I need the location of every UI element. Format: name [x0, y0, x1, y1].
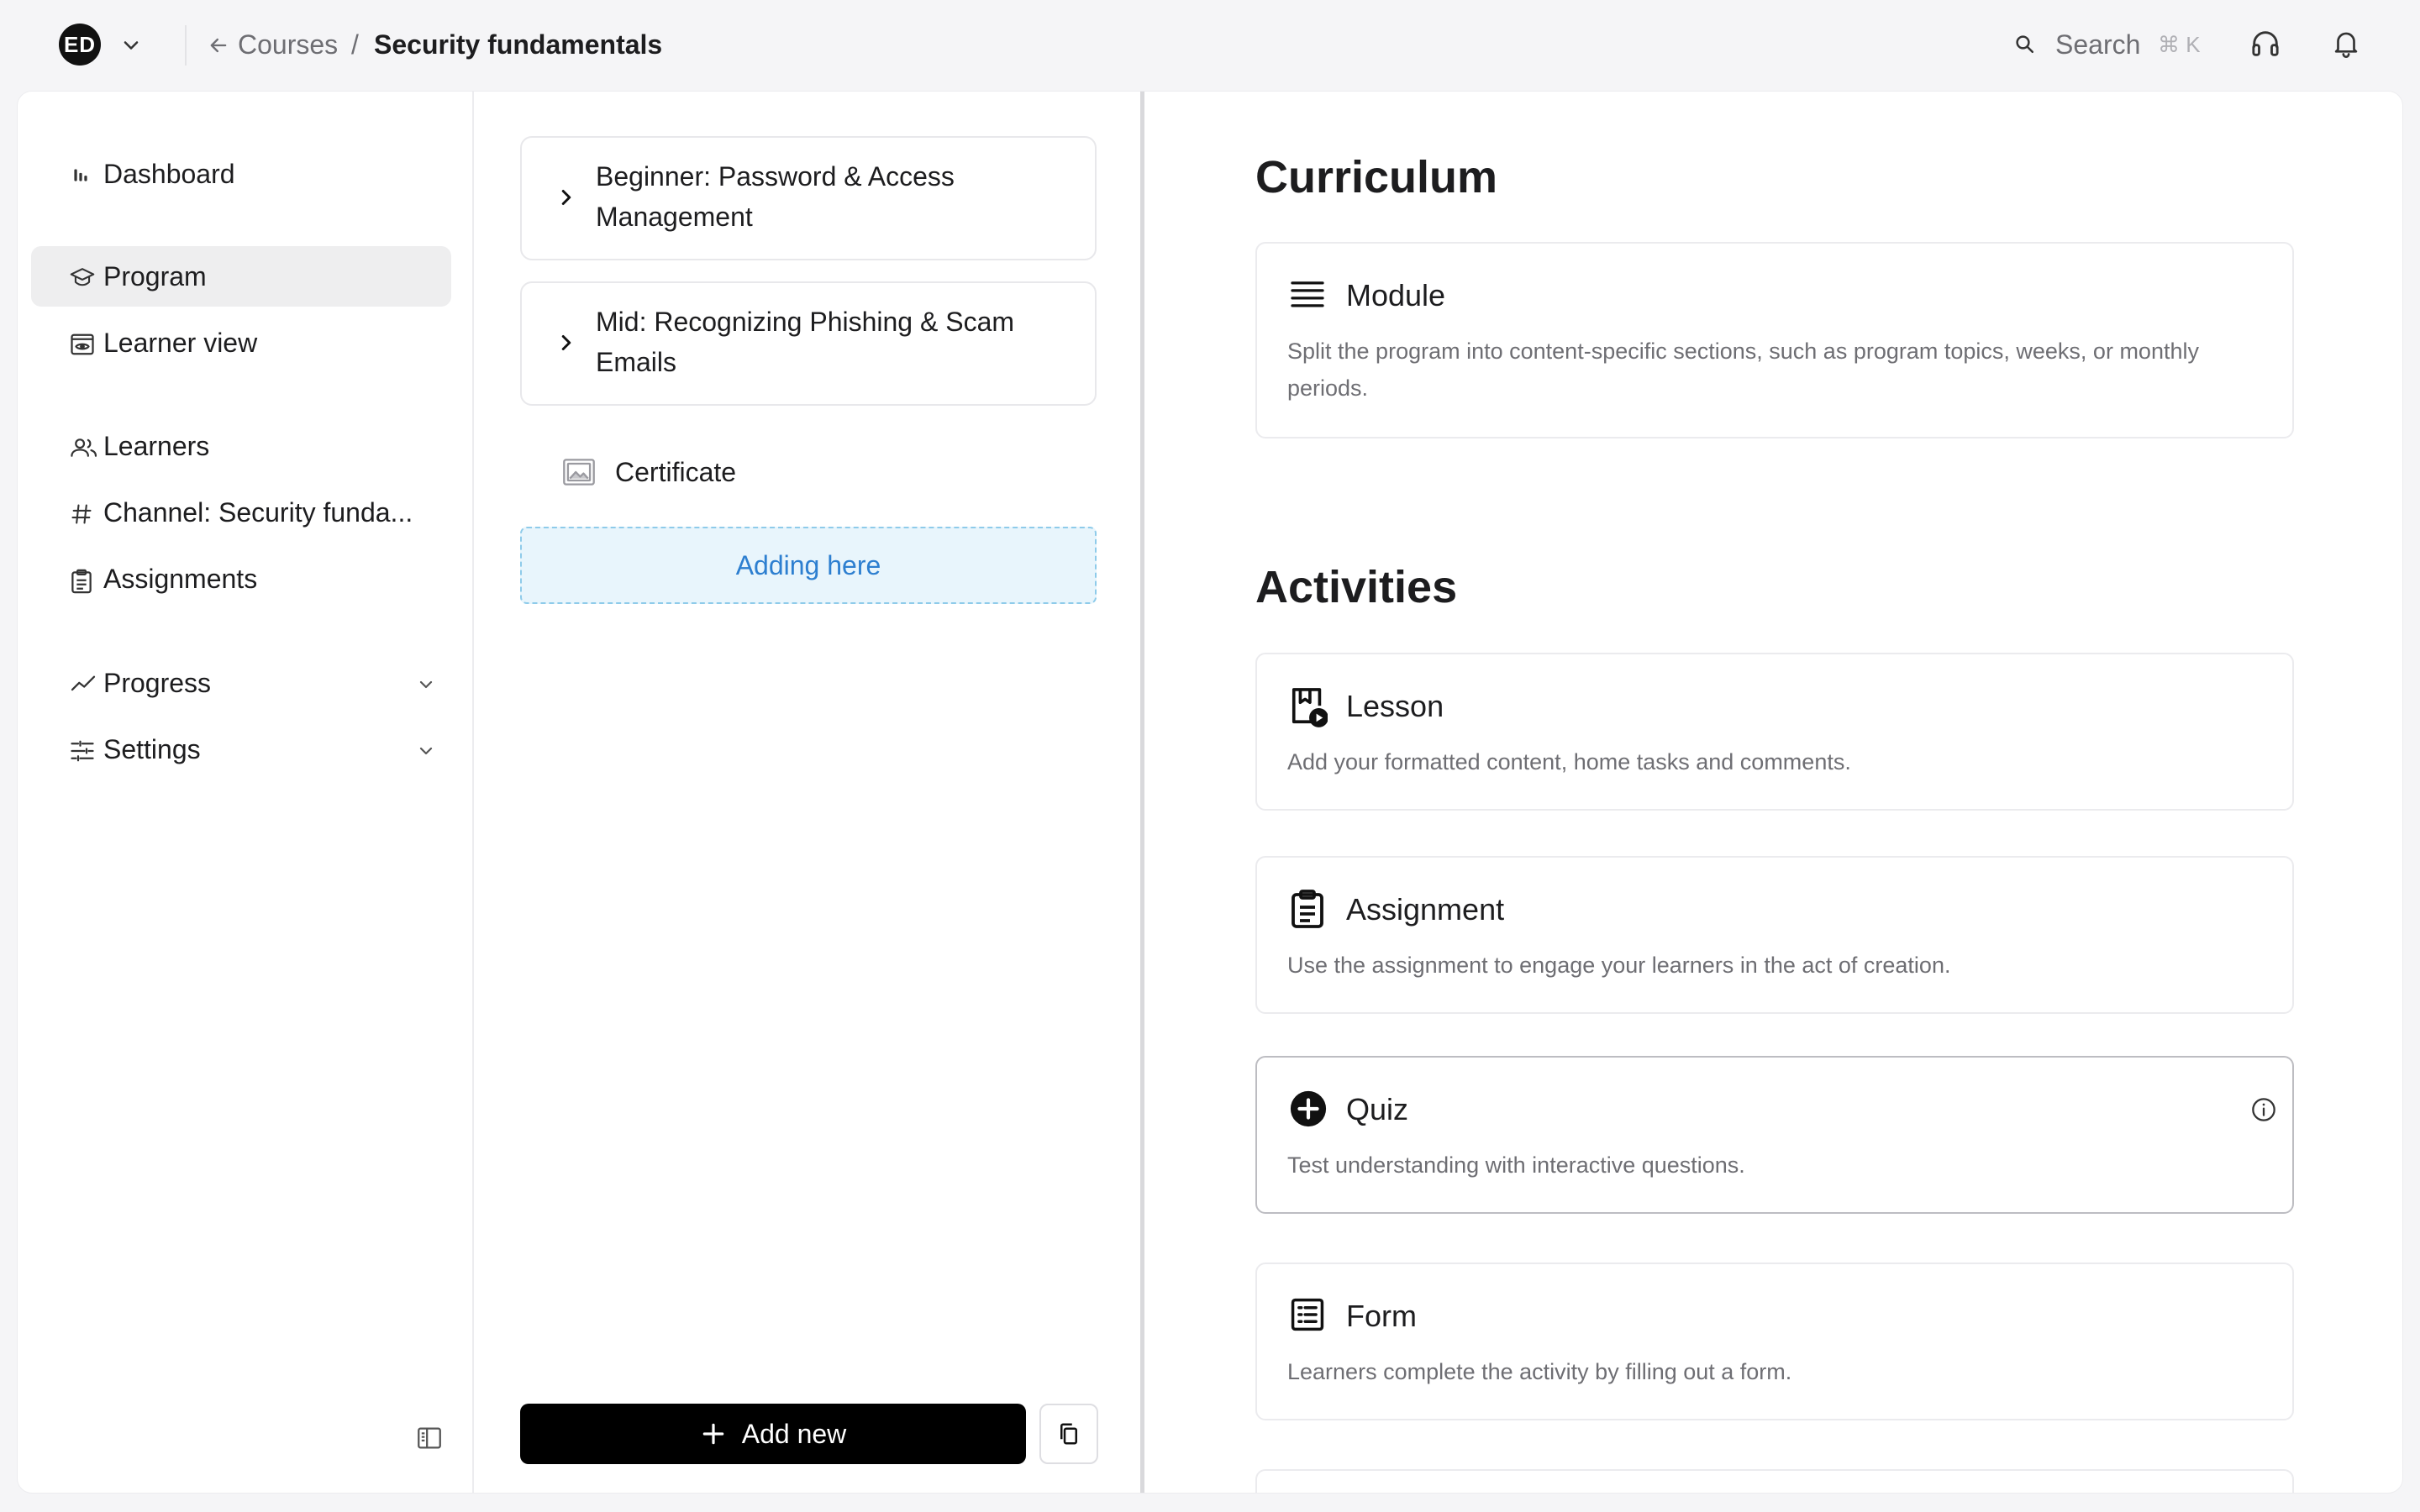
chevron-right-icon[interactable]: [554, 185, 579, 210]
sidebar-item-learners[interactable]: [31, 416, 451, 476]
clipboard-icon: [1289, 888, 1326, 930]
chevron-right-icon[interactable]: [554, 330, 579, 355]
graduation-cap-icon: [70, 266, 95, 288]
module-type-card[interactable]: [1255, 242, 2294, 438]
add-new-button[interactable]: [520, 1404, 1026, 1464]
sliders-icon: [70, 739, 95, 763]
sidebar-collapse-icon[interactable]: [415, 1424, 444, 1452]
module-card[interactable]: [520, 281, 1097, 406]
plus-icon: [700, 1420, 727, 1447]
card-description: Split the program into content-specific sections, such as program topics, weeks, or monthly periods.: [1287, 339, 2199, 401]
sidebar-item-label: Dashboard: [103, 159, 235, 189]
info-icon[interactable]: [2250, 1096, 2277, 1123]
sidebar-item-channel[interactable]: [31, 482, 451, 543]
card-description: Test understanding with interactive questions.: [1287, 1152, 1745, 1178]
sidebar-item-label: Learner view: [103, 328, 258, 358]
certificate-item[interactable]: [520, 443, 1097, 501]
search-shortcut-hint: ⌘ K: [2158, 32, 2201, 57]
next-type-card[interactable]: [1255, 1469, 2294, 1494]
chevron-down-icon[interactable]: [416, 741, 436, 761]
copy-icon: [1056, 1421, 1081, 1446]
module-title: Beginner: Password & Access Management: [596, 161, 955, 232]
bar-chart-icon: [70, 164, 92, 186]
form-type-card[interactable]: [1255, 1263, 2294, 1420]
breadcrumb-current: Security fundamentals: [374, 29, 663, 60]
quiz-type-card[interactable]: [1255, 1056, 2294, 1214]
form-list-icon: [1289, 1296, 1326, 1333]
main-panel: [17, 91, 2403, 1494]
module-card[interactable]: [520, 136, 1097, 260]
card-title: Assignment: [1346, 892, 1505, 927]
curriculum-heading: Curriculum: [1255, 152, 1498, 202]
activities-heading: Activities: [1255, 562, 1458, 612]
card-description: Add your formatted content, home tasks and comments.: [1287, 749, 1851, 774]
program-structure-panel: [474, 92, 1159, 1494]
divider: [185, 25, 187, 66]
sidebar-item-label: Assignments: [103, 564, 258, 594]
headset-icon[interactable]: [2249, 27, 2282, 60]
users-icon: [70, 436, 98, 459]
search-button[interactable]: Search: [2055, 29, 2141, 60]
module-list-icon: [1289, 279, 1326, 309]
card-title: Lesson: [1346, 689, 1444, 723]
copy-button[interactable]: [1039, 1404, 1098, 1464]
sidebar-item-label: Progress: [103, 668, 212, 698]
sidebar-item-label: Channel: Security funda...: [103, 497, 413, 528]
sidebar: [18, 92, 474, 1494]
image-icon: [562, 458, 596, 486]
hashtag-icon: [70, 502, 93, 526]
sidebar-item-program[interactable]: [31, 246, 451, 307]
add-new-label: Add new: [741, 1418, 847, 1449]
sidebar-item-settings[interactable]: [31, 719, 451, 780]
bell-icon[interactable]: [2330, 27, 2362, 59]
lesson-icon: [1289, 686, 1328, 728]
card-title: Quiz: [1346, 1092, 1409, 1126]
chevron-down-icon[interactable]: [416, 675, 436, 695]
sidebar-item-learner-view[interactable]: [31, 312, 451, 373]
search-icon[interactable]: [2012, 32, 2038, 57]
sidebar-item-dashboard[interactable]: [31, 144, 451, 204]
content-types-panel: [1144, 92, 2403, 1494]
eye-window-icon: [70, 333, 95, 356]
certificate-label: Certificate: [615, 457, 737, 487]
breadcrumb-courses-link[interactable]: Courses: [238, 29, 339, 60]
chevron-down-icon[interactable]: [119, 34, 143, 57]
clipboard-icon: [70, 569, 93, 594]
sidebar-item-progress[interactable]: [31, 653, 451, 713]
sidebar-item-label: Settings: [103, 734, 201, 764]
arrow-left-icon[interactable]: [207, 34, 230, 57]
trend-line-icon: [70, 673, 97, 695]
workspace-avatar[interactable]: ED: [59, 24, 101, 66]
lesson-type-card[interactable]: [1255, 653, 2294, 811]
breadcrumb-separator: /: [351, 29, 359, 60]
card-description: Learners complete the activity by filling out a form.: [1287, 1359, 1792, 1384]
drop-zone[interactable]: Adding here: [520, 527, 1097, 604]
sidebar-item-assignments[interactable]: [31, 549, 451, 609]
plus-circle-icon: [1289, 1089, 1328, 1128]
card-title: Form: [1346, 1299, 1417, 1333]
sidebar-item-label: Program: [103, 261, 207, 291]
card-description: Use the assignment to engage your learners in the act of creation.: [1287, 953, 1951, 978]
assignment-type-card[interactable]: [1255, 856, 2294, 1014]
sidebar-item-label: Learners: [103, 431, 210, 461]
top-bar: [0, 0, 2420, 91]
card-title: Module: [1346, 278, 1446, 312]
module-title: Mid: Recognizing Phishing & Scam Emails: [596, 307, 1015, 377]
